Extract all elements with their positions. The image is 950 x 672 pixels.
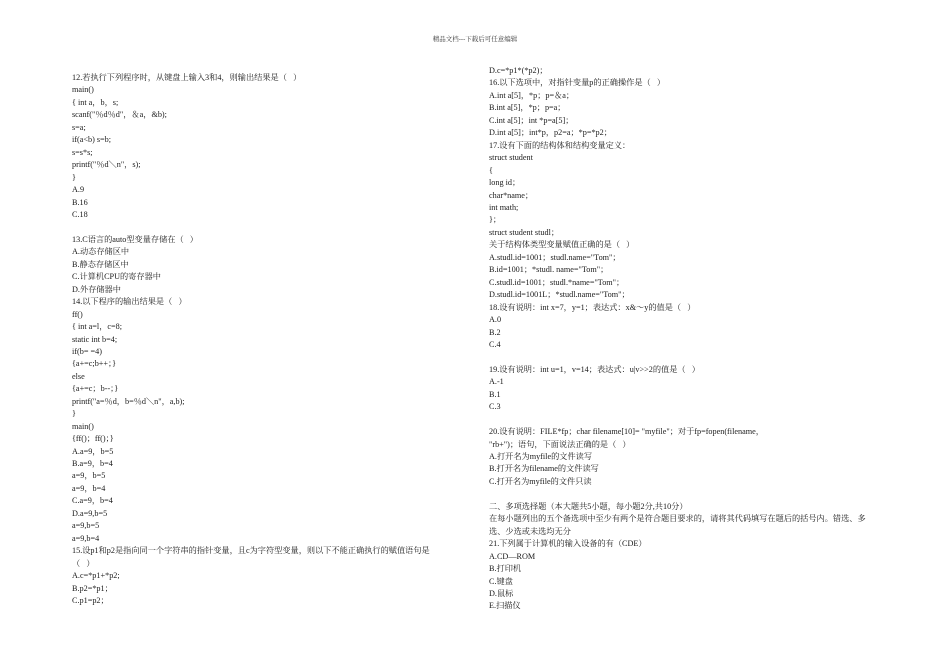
right-line: int math; xyxy=(489,202,519,212)
right-line: D.int a[5]；int*p，p2=a；*p=*p2； xyxy=(489,128,612,138)
right-line: 二、多项选择题（本大题共5小题，每小题2分,共10分） xyxy=(489,501,688,511)
left-line: else xyxy=(72,371,85,381)
page-header: 精品文档---下载后可任意编辑 xyxy=(432,36,518,43)
right-line: }； xyxy=(489,215,502,225)
right-line: char*name； xyxy=(489,190,534,200)
left-line: 13.C语言的auto型变量存储在（ ） xyxy=(72,234,198,244)
right-line: C.键盘 xyxy=(489,576,513,586)
left-line: printf("a=％d，b=％d＼n"，a,b); xyxy=(72,396,185,406)
left-line: a=9,b=4 xyxy=(72,533,100,543)
left-line: {ff()；ff()；} xyxy=(72,434,114,444)
right-line: B.打开名为filename的文件读写 xyxy=(489,464,599,474)
left-line: 15.设p1和p2是指向同一个字符串的指针变量，且c为字符型变量，则以下不能正确执行的赋值语句是 xyxy=(72,546,430,556)
left-line: B.p2=*p1； xyxy=(72,583,113,593)
left-line: C.p1=p2； xyxy=(72,596,109,606)
left-line: A.9 xyxy=(72,185,85,195)
right-line: 21.下列属于计算机的输入设备的有（CDE） xyxy=(489,539,647,549)
left-line: D.a=9,b=5 xyxy=(72,508,108,518)
right-line: A.打开名为myfile的文件读写 xyxy=(489,452,593,462)
right-line: C.4 xyxy=(489,339,501,349)
right-line xyxy=(489,414,884,426)
left-line: s=a; xyxy=(72,122,86,132)
right-line xyxy=(489,488,884,500)
right-line: B.打印机 xyxy=(489,564,522,574)
left-line: C.计算机CPU的寄存器中 xyxy=(72,272,161,282)
right-line: 在每小题列出的五个备选项中至少有两个是符合题目要求的，请将其代码填写在题后的括号内。错选、多 xyxy=(489,514,866,524)
right-line: struct student studl； xyxy=(489,227,560,237)
right-line: B.2 xyxy=(489,327,501,337)
left-line: main() xyxy=(72,421,94,431)
left-line: D.外存储器中 xyxy=(72,284,121,294)
right-line: D.studl.id=1001L；*studl.name="Tom"； xyxy=(489,290,630,300)
right-line: A.-1 xyxy=(489,377,504,387)
left-line: { int a=l，c=8; xyxy=(72,322,123,332)
left-line: if(b= =4) xyxy=(72,346,102,356)
left-line: } xyxy=(72,172,76,182)
right-line xyxy=(489,351,884,363)
right-line: D.c=*p1*(*p2)； xyxy=(489,66,548,75)
left-line: B.a=9，b=4 xyxy=(72,459,113,469)
left-line: A.动态存储区中 xyxy=(72,247,130,257)
left-line: （ ） xyxy=(72,558,95,568)
left-line xyxy=(72,221,467,233)
left-line: } xyxy=(72,409,76,419)
left-line: main() xyxy=(72,85,94,95)
right-line: struct student xyxy=(489,153,533,163)
right-line: A.studl.id=1001；studl.name="Tom"； xyxy=(489,252,621,262)
right-line: C.studl.id=1001；studl.*name="Tom"； xyxy=(489,277,625,287)
right-line: B.id=1001；*studl. name="Tom"； xyxy=(489,265,609,275)
left-line: B.16 xyxy=(72,197,88,207)
right-line: 20.设有说明：FILE*fp；char filename[10]= "myfile"；对于fp=fopen(filename， xyxy=(489,427,764,437)
right-line: 16.以下选项中，对指针变量p的正确操作是（ ） xyxy=(489,78,666,88)
left-line: A.a=9，b=5 xyxy=(72,446,114,456)
right-line: C.3 xyxy=(489,402,501,412)
left-line: a=9，b=5 xyxy=(72,471,106,481)
right-line: A.CD—ROM xyxy=(489,551,536,561)
left-line: C.a=9，b=4 xyxy=(72,496,113,506)
left-line: if(a<b) s=b; xyxy=(72,135,112,145)
right-line: 18.设有说明：int x=7，y=1；表达式：x&～y的值是（ ） xyxy=(489,302,696,312)
right-line: A.int a[5]，*p；p=＆a； xyxy=(489,90,575,100)
left-column xyxy=(72,72,467,607)
right-line: C.int a[5]；int *p=a[5]； xyxy=(489,115,574,125)
left-line: scanf("％d％d"，＆a，&b); xyxy=(72,110,167,120)
right-column xyxy=(489,65,884,613)
left-line: printf("％d＼n"，s); xyxy=(72,160,141,170)
right-line: "rb+")；语句，下面说法正确的是（ ） xyxy=(489,439,631,449)
left-line: static int b=4; xyxy=(72,334,118,344)
right-line: 19.设有说明：int u=1，v=14；表达式：u|v>>2的值是（ ） xyxy=(489,364,700,374)
right-line: B.int a[5]，*p；p=a； xyxy=(489,103,566,113)
right-line: 关于结构体类型变量赋值正确的是（ ） xyxy=(489,240,635,250)
right-line: C.打开名为myfile的文件只读 xyxy=(489,476,592,486)
left-line: a=9,b=5 xyxy=(72,521,100,531)
left-line: {a+=c；b--；} xyxy=(72,384,119,394)
left-line: B.静态存储区中 xyxy=(72,259,129,269)
left-line: a=9，b=4 xyxy=(72,483,106,493)
right-line: E.扫描仪 xyxy=(489,601,521,611)
right-line: 选、少选或未选均无分 xyxy=(489,526,571,536)
left-line: 14.以下程序的输出结果是（ ） xyxy=(72,297,187,307)
left-line: A.c=*p1+*p2; xyxy=(72,571,120,581)
left-line: s=s*s; xyxy=(72,147,93,157)
right-line: { xyxy=(489,165,493,175)
left-line: 12.若执行下列程序时，从键盘上输入3和4，则输出结果是（ ） xyxy=(72,73,302,82)
right-line: A.0 xyxy=(489,315,502,325)
right-line: 17.设有下面的结构体和结构变量定义： xyxy=(489,140,631,150)
left-line: C.18 xyxy=(72,209,88,219)
right-line: B.1 xyxy=(489,389,501,399)
left-line: {a+=c;b++；} xyxy=(72,359,117,369)
right-line: D.鼠标 xyxy=(489,588,514,598)
right-line: long id； xyxy=(489,178,521,188)
left-line: { int a，b，s; xyxy=(72,97,119,107)
left-line: ff() xyxy=(72,309,83,319)
